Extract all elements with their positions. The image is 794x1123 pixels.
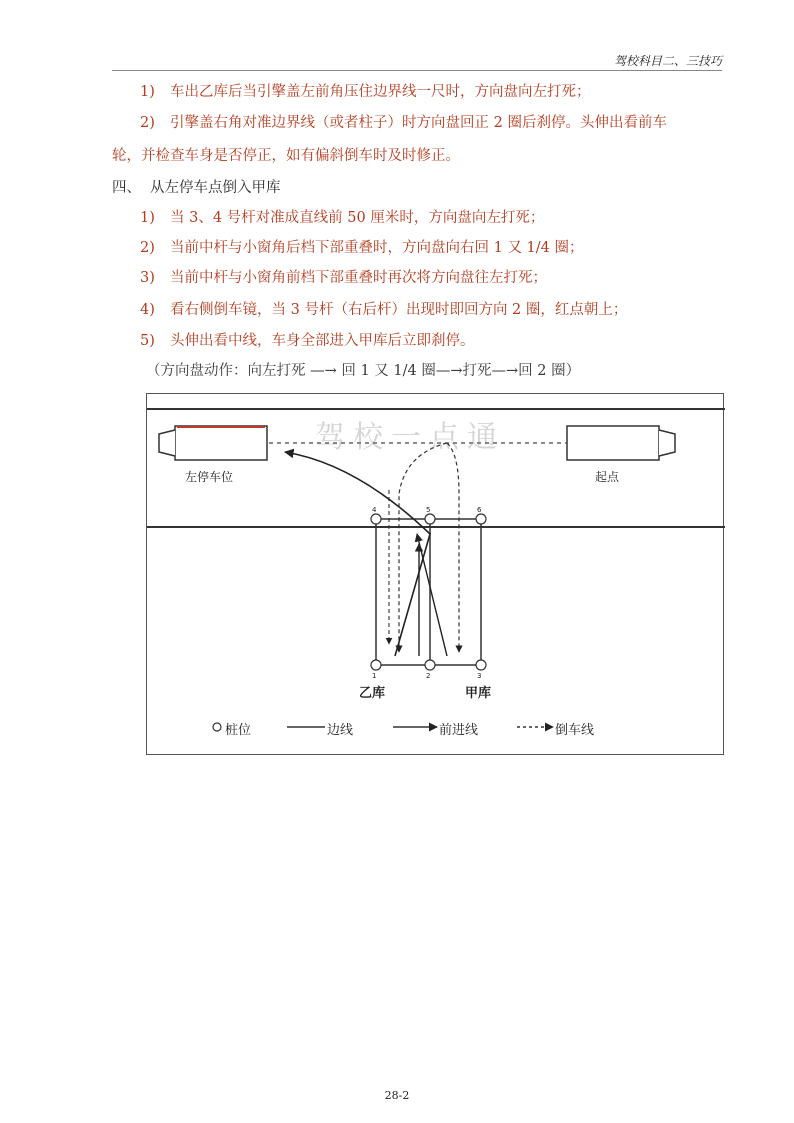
- legend-border-label: 边线: [327, 723, 354, 738]
- legend-forward-label: 前进线: [439, 723, 479, 738]
- pole-3: [476, 660, 486, 670]
- reverse-path-jia: [447, 443, 459, 652]
- page-header: 驾校科目二、三技巧: [613, 54, 722, 68]
- garage-jia-label: 甲库: [465, 686, 492, 701]
- garage-yi-label: 乙库: [359, 686, 386, 701]
- watermark: 驾校一点通: [315, 420, 505, 455]
- pole-number-4: 4: [372, 506, 377, 514]
- legend-pole-label: 桩位: [225, 723, 252, 738]
- legend-pole-icon: [213, 723, 221, 731]
- text-line-8: 4) 看右侧倒车镜，当 3 号杆（右后杆）出现时即回方向 2 圈，红点朝上；: [140, 302, 628, 318]
- pole-4: [371, 514, 381, 524]
- reverse-path-yi: [399, 443, 447, 652]
- left-parking-label: 左停车位: [185, 470, 234, 484]
- text-line-3: 轮，并检查车身是否停正，如有偏斜倒车时及时修正。: [112, 148, 460, 164]
- pole-number-5: 5: [426, 506, 431, 514]
- steering-summary: （方向盘动作：向左打死 —→ 回 1 又 1/4 圈—→打死—→回 2 圈）: [146, 363, 581, 379]
- text-line-7: 3) 当前中杆与小窗角前档下部重叠时再次将方向盘往左打死；: [140, 270, 547, 286]
- pole-6: [476, 514, 486, 524]
- text-line-5: 1) 当 3、4 号杆对准成直线前 50 厘米时，方向盘向左打死；: [140, 210, 545, 226]
- legend-reverse-label: 倒车线: [555, 723, 595, 738]
- text-line-6: 2) 当前中杆与小窗角后档下部重叠时，方向盘向右回 1 又 1/4 圈；: [140, 240, 584, 256]
- pole-number-3: 3: [477, 672, 482, 680]
- text-line-9: 5) 头伸出看中线，车身全部进入甲库后立即刹停。: [140, 333, 475, 349]
- pole-1: [371, 660, 381, 670]
- forward-path-adjust: [417, 534, 447, 656]
- pole-number-2: 2: [426, 672, 431, 680]
- pole-2: [425, 660, 435, 670]
- page-number: 28-2: [384, 1089, 410, 1102]
- pole-number-6: 6: [477, 506, 482, 514]
- section-heading: 四、 从左停车点倒入甲库: [112, 180, 281, 196]
- parking-diagram: [146, 393, 724, 755]
- right-car-icon: [567, 426, 675, 460]
- text-line-2: 2) 引擎盖右角对准边界线（或者柱子）时方向盘回正 2 圈后刹停。头伸出看前车: [140, 115, 667, 131]
- header-rule: [112, 70, 722, 71]
- left-car-icon: [159, 426, 267, 460]
- pole-number-1: 1: [372, 672, 377, 680]
- forward-path-exit: [285, 452, 430, 656]
- text-line-1: 1) 车出乙库后当引擎盖左前角压住边界线一尺时，方向盘向左打死；: [140, 84, 591, 100]
- pole-5: [425, 514, 435, 524]
- start-point-label: 起点: [595, 470, 620, 484]
